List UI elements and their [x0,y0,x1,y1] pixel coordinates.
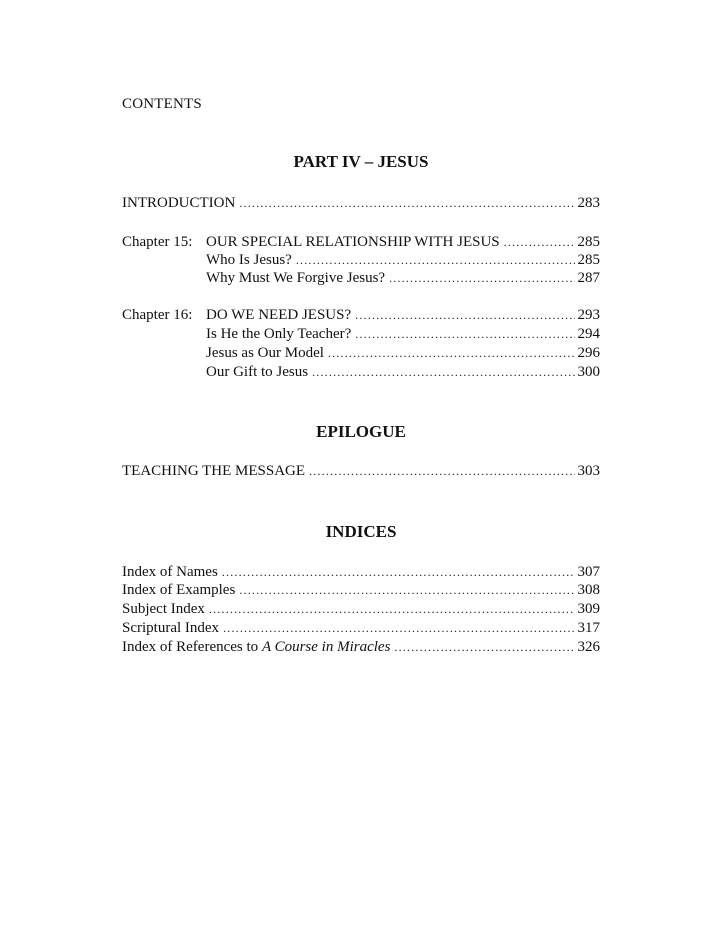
toc-subentry [206,325,600,344]
toc-entry-title: Jesus as Our Model [206,345,324,361]
toc-entry-chapter-16 [122,306,600,325]
toc-entry-title: Index of Names [122,564,218,580]
running-head: CONTENTS [122,96,202,112]
toc-page-number: 296 [577,345,600,361]
toc-entry-title-prefix: Index of References to [122,639,262,655]
epilogue-heading: EPILOGUE [316,422,406,441]
toc-entry-title: INTRODUCTION [122,195,236,211]
dot-leader [312,363,574,382]
toc-page-number: 287 [577,270,600,286]
toc-page-number: 285 [577,252,600,268]
toc-entry-title: Scriptural Index [122,620,220,636]
chapter-label: Chapter 15: [122,234,193,250]
toc-entry-index [122,563,600,582]
toc-page-number: 293 [577,307,600,323]
toc-page-number: 283 [577,195,600,211]
toc-entry-title: Why Must We Forgive Jesus? [206,270,386,286]
toc-entry-title: Is He the Only Teacher? [206,326,352,342]
toc-entry-title: Who Is Jesus? [206,252,292,268]
toc-page-number: 308 [577,582,600,598]
toc-entry-index [122,619,600,638]
toc-page-number: 309 [577,601,600,617]
toc-page-number: 317 [577,620,600,636]
toc-entry-index [122,638,600,657]
dot-leader [328,344,575,363]
dot-leader [239,194,574,213]
dot-leader [389,269,574,288]
dot-leader [355,325,574,344]
dot-leader [296,251,575,270]
toc-subentry [206,251,600,270]
toc-page-number: 326 [577,639,600,655]
dot-leader [239,581,574,600]
dot-leader [309,462,574,481]
toc-entry-title: Index of Examples [122,582,236,598]
book-title: A Course in Miracles [261,639,391,655]
toc-entry-index [122,600,600,619]
toc-entry-index [122,581,600,600]
toc-page-number: 294 [577,326,600,342]
toc-entry-title: TEACHING THE MESSAGE [122,463,306,479]
toc-subentry [206,344,600,363]
toc-subentry [206,269,600,288]
dot-leader [355,306,574,325]
toc-entry-title: OUR SPECIAL RELATIONSHIP WITH JESUS [206,234,500,250]
toc-entry-chapter-15 [122,233,600,252]
dot-leader [209,600,575,619]
toc-entry-introduction [122,194,600,213]
toc-page-number: 285 [577,234,600,250]
indices-heading: INDICES [325,522,397,541]
toc-entry-title [122,638,394,657]
dot-leader [223,619,574,638]
toc-entry-teaching-the-message [122,462,600,481]
chapter-label: Chapter 16: [122,307,193,323]
toc-entry-title: Subject Index [122,601,205,617]
toc-page-number: 303 [577,463,600,479]
dot-leader [222,563,575,582]
dot-leader [504,233,575,252]
dot-leader [394,638,574,657]
part-heading: PART IV – JESUS [293,152,429,171]
toc-page-number: 300 [577,364,600,380]
toc-entry-title: Our Gift to Jesus [206,364,309,380]
toc-page-number: 307 [577,564,600,580]
toc-subentry [206,363,600,382]
toc-entry-title: DO WE NEED JESUS? [206,307,352,323]
